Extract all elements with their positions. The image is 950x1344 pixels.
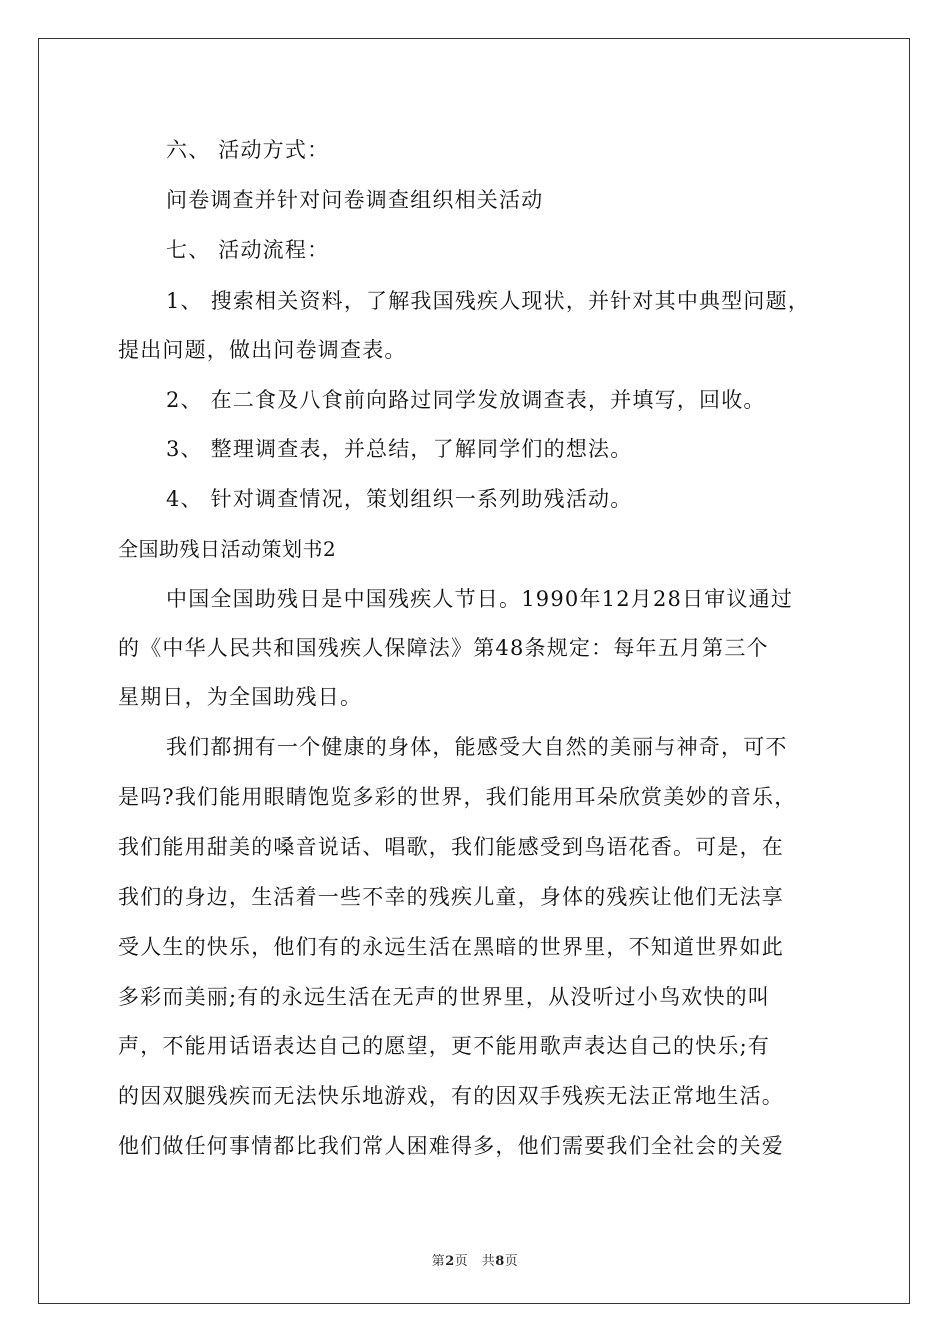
list-item-3: 3、 整理调查表，并总结，了解同学们的想法。: [166, 437, 633, 461]
section-six-heading: 六、 活动方式：: [166, 138, 330, 162]
paragraph-line: 多彩而美丽;有的永远生活在无声的世界里，从没听过小鸟欢快的叫: [118, 985, 771, 1009]
paragraph-line: 他们做任何事情都比我们常人困难得多，他们需要我们全社会的关爱: [118, 1134, 784, 1158]
paragraph-line: 的因双腿残疾而无法快乐地游戏，有的因双手残疾无法正常地生活。: [118, 1084, 784, 1108]
total-page-number: 8: [495, 1254, 505, 1269]
paragraph-line: 声，不能用话语表达自己的愿望，更不能用歌声表达自己的快乐;有: [118, 1034, 771, 1058]
footer-prefix: 第: [431, 1254, 446, 1269]
paragraph-line: 是吗?我们能用眼睛饱览多彩的世界，我们能用耳朵欣赏美妙的音乐，: [118, 785, 797, 809]
paragraph-line: 我们能用甜美的嗓音说话、唱歌，我们能感受到鸟语花香。可是，在: [118, 835, 784, 859]
paragraph-line: 的《中华人民共和国残疾人保障法》第48条规定：每年五月第三个: [118, 636, 769, 660]
current-page-number: 2: [445, 1254, 455, 1269]
paragraph-line: 星期日，为全国助残日。: [118, 685, 363, 709]
paragraph-line: 提出问题，做出问卷调查表。: [118, 338, 407, 362]
footer-suffix: 页: [504, 1254, 519, 1269]
paragraph-line: 问卷调查并针对问卷调查组织相关活动: [166, 188, 544, 212]
list-item-2: 2、 在二食及八食前向路过同学发放调查表，并填写，回收。: [166, 388, 766, 412]
footer-mid: 页 共: [454, 1254, 496, 1269]
section-seven-heading: 七、 活动流程：: [166, 238, 330, 262]
page-frame: [38, 38, 910, 1304]
paragraph-line: 我们的身边，生活着一些不幸的残疾儿童，身体的残疾让他们无法享: [118, 885, 784, 909]
page-footer: [0, 1250, 950, 1269]
document-title: 全国助残日活动策划书2: [118, 537, 337, 561]
paragraph-line: 受人生的快乐，他们有的永远生活在黑暗的世界里，不知道世界如此: [118, 935, 784, 959]
list-item-4: 4、 针对调查情况，策划组织一系列助残活动。: [166, 487, 633, 511]
paragraph-line: 我们都拥有一个健康的身体，能感受大自然的美丽与神奇，可不: [166, 735, 788, 759]
list-item-1: 1、 搜索相关资料，了解我国残疾人现状，并针对其中典型问题，: [166, 289, 811, 313]
paragraph-line: 中国全国助残日是中国残疾人节日。1990年12月28日审议通过: [166, 587, 794, 611]
